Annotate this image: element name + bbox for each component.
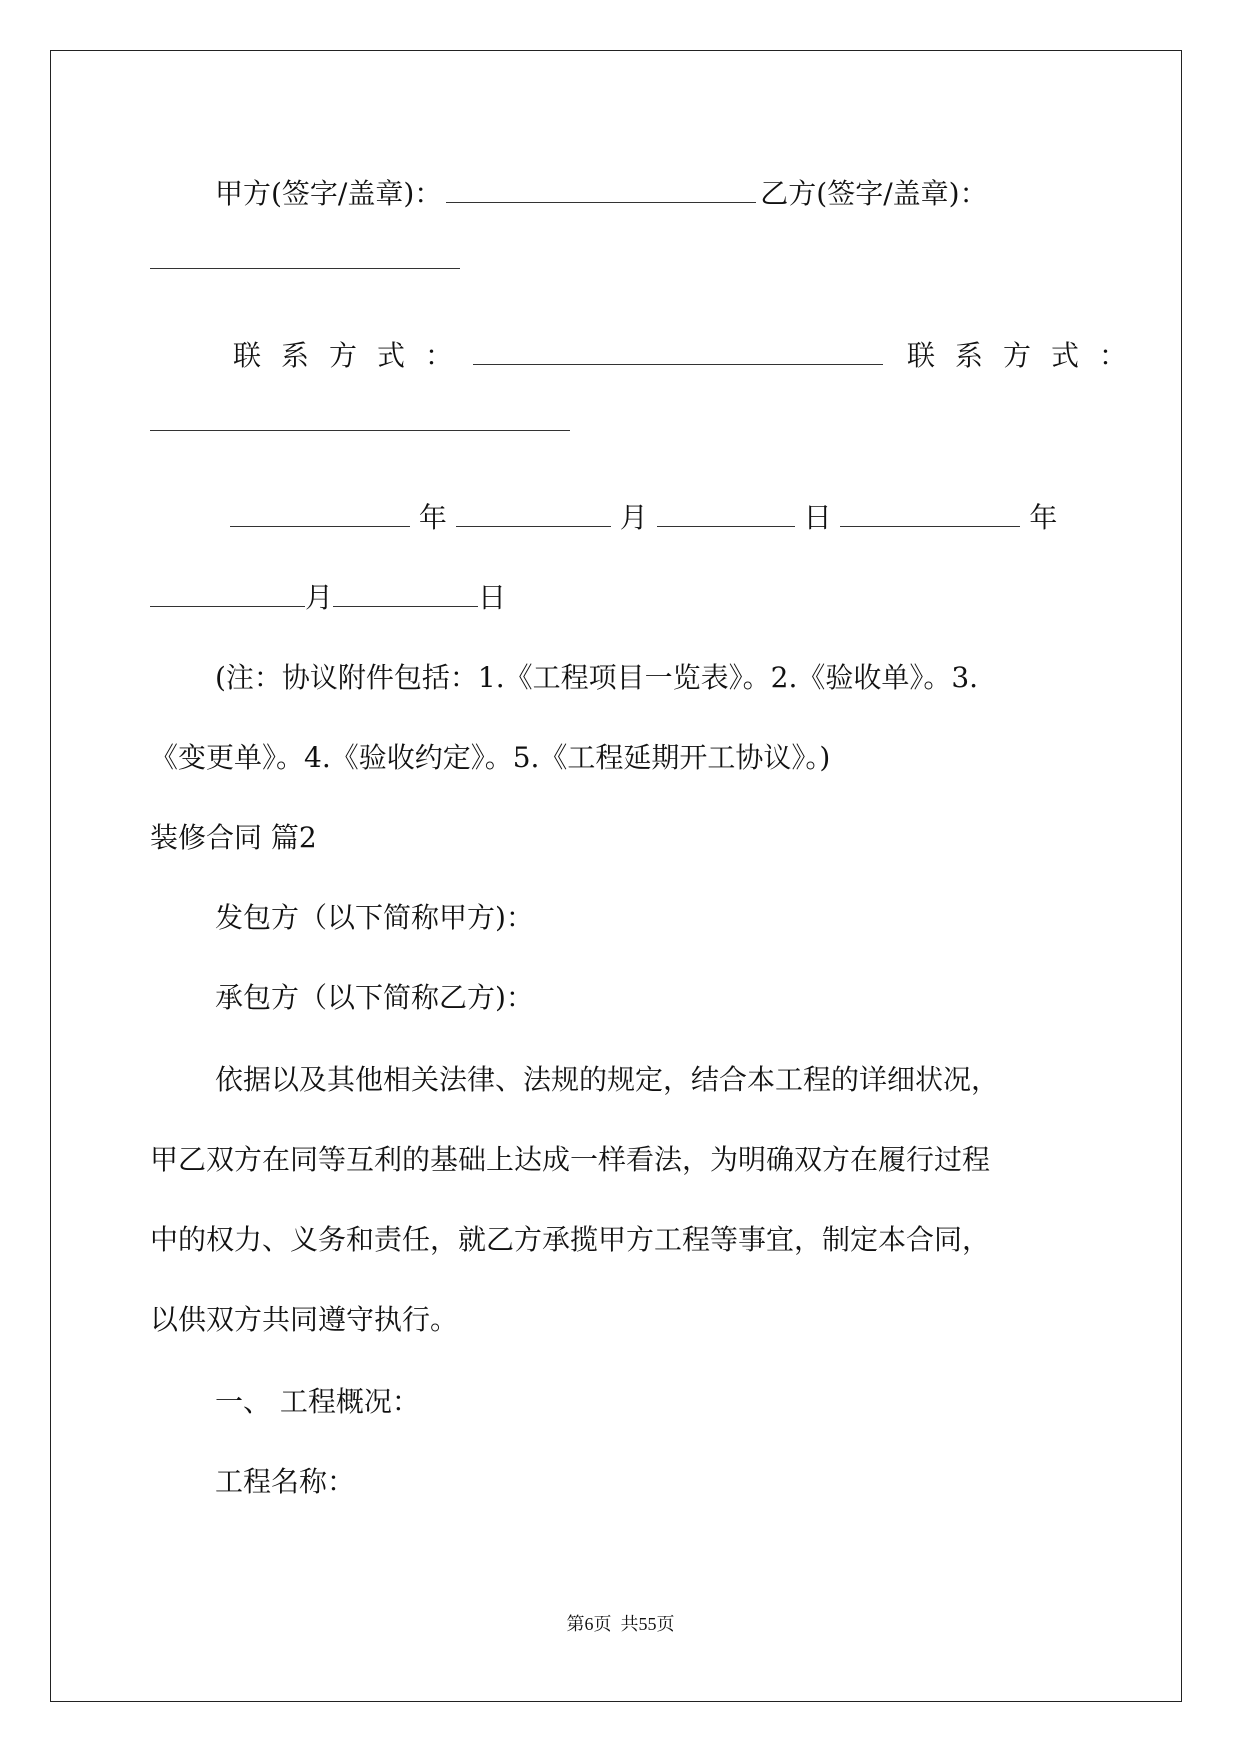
party-a-day-label: 日	[803, 501, 832, 534]
page-border	[50, 50, 1182, 1702]
party-b-contact-label: 联系方式：	[907, 339, 1148, 372]
party-b-signature-blank	[150, 240, 460, 269]
body-line-1: 依据以及其他相关法律、法规的规定，结合本工程的详细状况，	[215, 1063, 1000, 1096]
party-a-month-blank	[456, 498, 611, 527]
contractor-line: 承包方（以下简称乙方)：	[215, 981, 534, 1014]
party-b-contact-blank-row	[150, 402, 570, 440]
project-name-label: 工程名称：	[215, 1465, 356, 1498]
body-line-4: 以供双方共同遵守执行。	[150, 1303, 459, 1336]
party-b-day-blank	[333, 578, 478, 607]
date-line-continued	[150, 578, 506, 616]
body-line-3: 中的权力、义务和责任，就乙方承揽甲方工程等事宜，制定本合同，	[150, 1223, 991, 1256]
project-overview-heading: 一、 工程概况：	[215, 1385, 420, 1418]
attachment-note-line-1: (注：协议附件包括：1.《工程项目一览表》。2.《验收单》。3.	[215, 661, 979, 694]
party-a-signature-label: 甲方(签字/盖章)：	[215, 177, 443, 210]
contact-line	[233, 336, 1147, 374]
page-number-footer: 第6页 共55页	[566, 1614, 675, 1634]
party-b-month-blank	[150, 578, 305, 607]
party-b-year-label: 年	[1029, 501, 1058, 534]
party-a-month-label: 月	[619, 501, 648, 534]
date-line	[230, 498, 1057, 536]
attachment-note-line-2: 《变更单》。4.《验收约定》。5.《工程延期开工协议》。)	[150, 741, 831, 774]
party-a-signature-blank	[446, 174, 756, 203]
party-a-year-label: 年	[418, 501, 447, 534]
party-b-day-label: 日	[478, 581, 507, 614]
party-b-signature-blank-row	[150, 240, 460, 278]
party-a-day-blank	[657, 498, 795, 527]
party-a-contact-blank	[473, 336, 883, 365]
section-heading: 装修合同 篇2	[150, 821, 317, 854]
party-a-year-blank	[230, 498, 410, 527]
party-b-year-blank	[840, 498, 1020, 527]
employer-line: 发包方（以下简称甲方)：	[215, 901, 534, 934]
party-b-month-label: 月	[305, 581, 334, 614]
party-a-contact-label: 联系方式：	[233, 339, 474, 372]
party-b-contact-blank	[150, 402, 570, 431]
party-b-signature-label: 乙方(签字/盖章)：	[760, 177, 988, 210]
signature-line	[215, 174, 988, 212]
body-line-2: 甲乙双方在同等互利的基础上达成一样看法，为明确双方在履行过程	[150, 1143, 991, 1176]
